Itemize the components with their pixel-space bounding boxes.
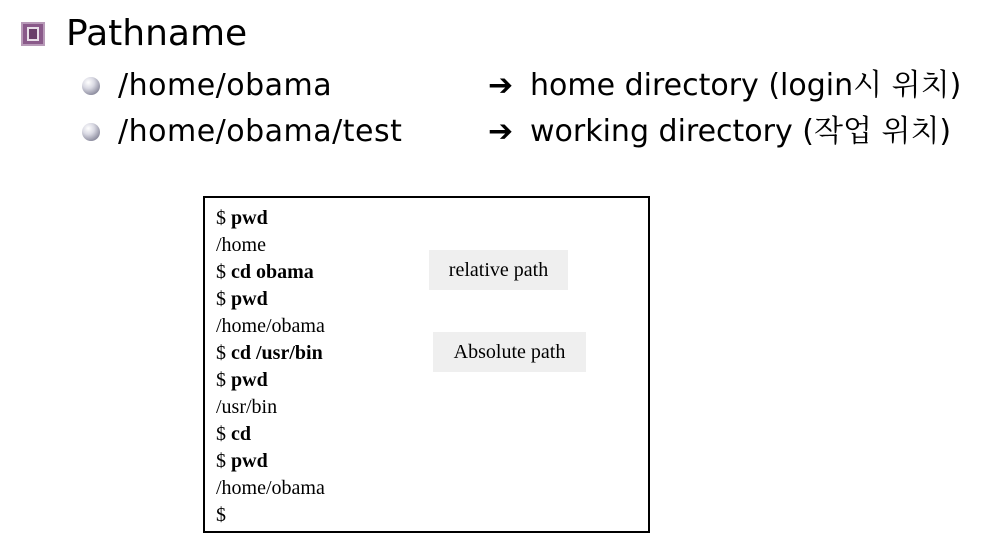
bullet-description: home directory (login시 위치): [530, 68, 962, 103]
terminal-output: /home/obama: [216, 477, 325, 499]
terminal-prompt: $: [216, 261, 231, 283]
terminal-command: pwd: [231, 450, 268, 472]
terminal-command: pwd: [231, 369, 268, 391]
relative-path-callout: relative path: [429, 250, 568, 290]
bullet-path: /home/obama: [118, 68, 333, 103]
terminal-command: cd: [231, 423, 251, 445]
bullet-item: [82, 112, 972, 152]
terminal-command: cd obama: [231, 261, 314, 283]
terminal-line: [216, 502, 226, 529]
terminal-output: /home: [216, 234, 266, 256]
terminal-prompt: $: [216, 369, 231, 391]
slide-title-row: [20, 12, 247, 56]
sphere-bullet-icon: [82, 123, 100, 141]
terminal-line: [216, 313, 325, 340]
bullet-item: [82, 66, 972, 106]
terminal-prompt: $: [216, 423, 231, 445]
bullet-description: working directory (작업 위치): [530, 114, 952, 149]
terminal-line: [216, 367, 268, 394]
right-arrow-icon: ➔: [488, 114, 514, 149]
bullet-path: /home/obama/test: [118, 114, 403, 149]
terminal-prompt: $: [216, 207, 231, 229]
terminal-line: [216, 340, 323, 367]
terminal-line: [216, 232, 266, 259]
absolute-path-callout: Absolute path: [433, 332, 586, 372]
sphere-bullet-icon: [82, 77, 100, 95]
terminal-line: [216, 259, 314, 286]
slide-title: Pathname: [66, 13, 248, 54]
terminal-prompt: $: [216, 288, 231, 310]
terminal-line: [216, 394, 277, 421]
terminal-prompt: $: [216, 342, 231, 364]
terminal-prompt: $: [216, 450, 231, 472]
terminal-prompt: $: [216, 504, 226, 526]
square-bullet-icon: [20, 21, 46, 47]
terminal-command: pwd: [231, 288, 268, 310]
terminal-line: [216, 205, 268, 232]
terminal-output: /home/obama: [216, 315, 325, 337]
terminal-command: cd /usr/bin: [231, 342, 323, 364]
terminal-line: [216, 286, 268, 313]
terminal-line: [216, 448, 268, 475]
terminal-line: [216, 421, 251, 448]
terminal-command: pwd: [231, 207, 268, 229]
terminal-output: /usr/bin: [216, 396, 278, 418]
right-arrow-icon: ➔: [488, 68, 514, 103]
terminal-line: [216, 475, 325, 502]
